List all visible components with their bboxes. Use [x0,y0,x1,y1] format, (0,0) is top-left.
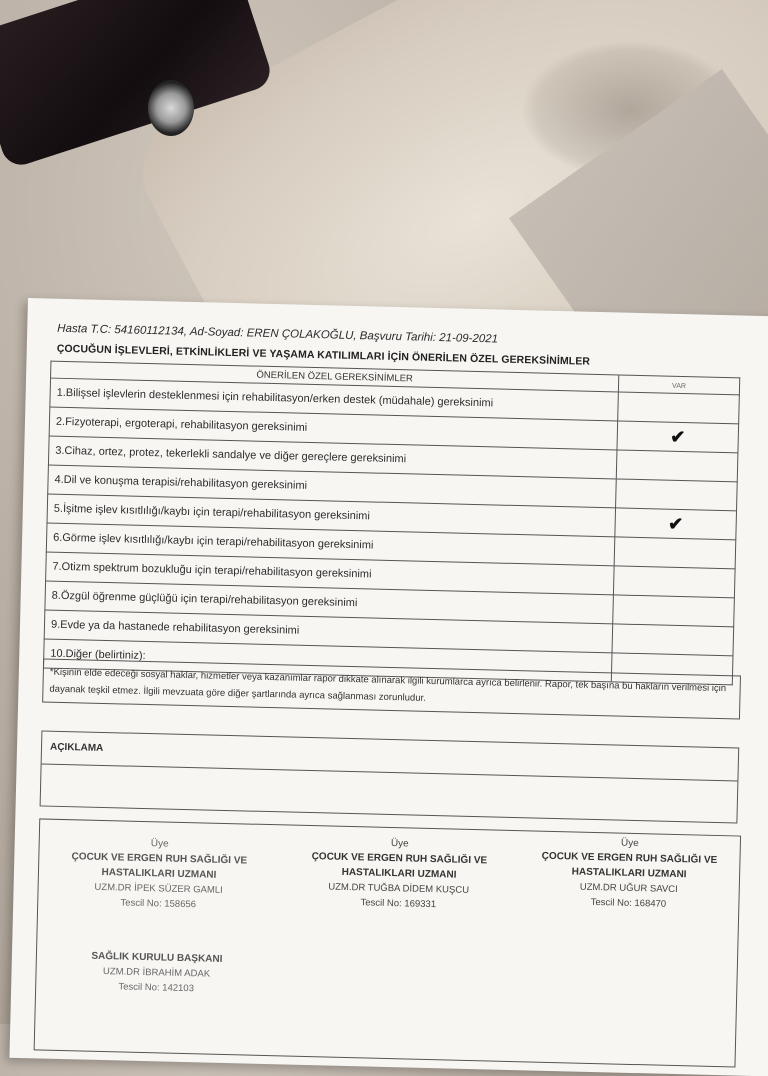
var-cell [615,508,737,540]
member-title: ÇOCUK VE ERGEN RUH SAĞLIĞI VE HASTALIKLARI UZMANI [71,851,248,881]
need-label: 9.Evde ya da hastanede rehabilitasyon gereksinimi [44,610,613,653]
signature-member-2 [288,834,510,914]
need-label: 10.Diğer (belirtiniz): [43,639,612,682]
signature-member-1 [48,834,270,914]
check-mark-icon: ✔ [667,513,684,534]
patient-info-line: Hasta T.C: 54160112134, Ad-Soyad: EREN ÇOLAKOĞLU, Başvuru Tarihi: 21-09-2021 [57,322,499,346]
report-paper [9,298,768,1076]
chair-name: UZM.DR İBRAHİM ADAK [102,966,211,980]
needs-column-header: ÖNERİLEN ÖZEL GEREKSİNİMLER [51,361,619,392]
chair-title: SAĞLIK KURULU BAŞKANI [91,950,223,965]
member-registration: Tescil No: 158656 [120,897,197,911]
need-label: 1.Bilişsel işlevlerin desteklenmesi için rehabilitasyon/erken destek (müdahale) gereksinimi [50,378,619,421]
member-title: ÇOCUK VE ERGEN RUH SAĞLIĞI VE HASTALIKLARI UZMANI [541,850,718,881]
need-label: 6.Görme işlev kısıtlılığı/kaybı için terapi/rehabilitasyon gereksinimi [46,523,615,566]
need-label: 8.Özgül öğrenme güçlüğü için terapi/rehabilitasyon gereksinimi [45,581,614,624]
need-label: 5.İşitme işlev kısıtlılığı/kaybı için terapi/rehabilitasyon gereksinimi [47,494,616,537]
signature-member-3 [518,833,740,913]
var-cell [613,595,735,627]
aciklama-divider [42,763,738,781]
var-cell [618,392,740,424]
member-name: UZM.DR TUĞBA DİDEM KUŞCU [328,881,470,896]
need-label: 2.Fizyoterapi, ergoterapi, rehabilitasyon gereksinimi [49,407,618,450]
toy-car-wheel [148,80,194,136]
aciklama-box [40,730,740,823]
var-cell [616,450,738,482]
member-registration: Tescil No: 168470 [590,896,667,910]
member-name: UZM.DR İPEK SÜZER GAMLI [94,881,223,896]
legal-note: *Kişinin elde edeceği sosyal haklar, hizmetler veya kazanımlar rapor dikkate alınarak ilgili kurumlarca ayrıca belirlenir. Rapor, tek başına bu hakların verilmesi için dayanak teşkil etmez. İlgili mevzuata göre diğer şartlarında ayrıca sağlanması zorunludur. [42,658,741,719]
form-title: ÇOCUĞUN İŞLEVLERİ, ETKİNLİKLERİ VE YAŞAMA KATILIMLARI İÇİN ÖNERİLEN ÖZEL GEREKSİNİMLER [56,342,591,368]
needs-table [43,361,740,686]
board-chair-signature [46,948,267,998]
aciklama-label: AÇIKLAMA [49,741,104,754]
member-name: UZM.DR UĞUR SAVCI [579,881,678,896]
var-cell [613,566,735,598]
var-label: VAR [672,382,687,390]
member-label: Üye [620,837,639,850]
member-label: Üye [150,838,169,850]
signature-block [34,818,741,1067]
need-label: 3.Cihaz, ortez, protez, tekerlekli sandalye ve diğer gereçlere gereksinimi [48,436,617,479]
member-registration: Tescil No: 169331 [360,897,437,911]
member-label: Üye [390,838,409,850]
var-cell [617,421,739,453]
need-label: 4.Dil ve konuşma terapisi/rehabilitasyon gereksinimi [48,465,617,508]
need-label: 7.Otizm spektrum bozukluğu için terapi/rehabilitasyon gereksinimi [46,552,615,595]
member-title: ÇOCUK VE ERGEN RUH SAĞLIĞI VE HASTALIKLARI UZMANI [311,851,488,881]
var-cell [616,479,738,511]
check-mark-icon: ✔ [670,426,686,447]
chair-registration: Tescil No: 142103 [118,981,195,995]
var-cell [612,624,734,656]
var-cell [614,537,736,569]
